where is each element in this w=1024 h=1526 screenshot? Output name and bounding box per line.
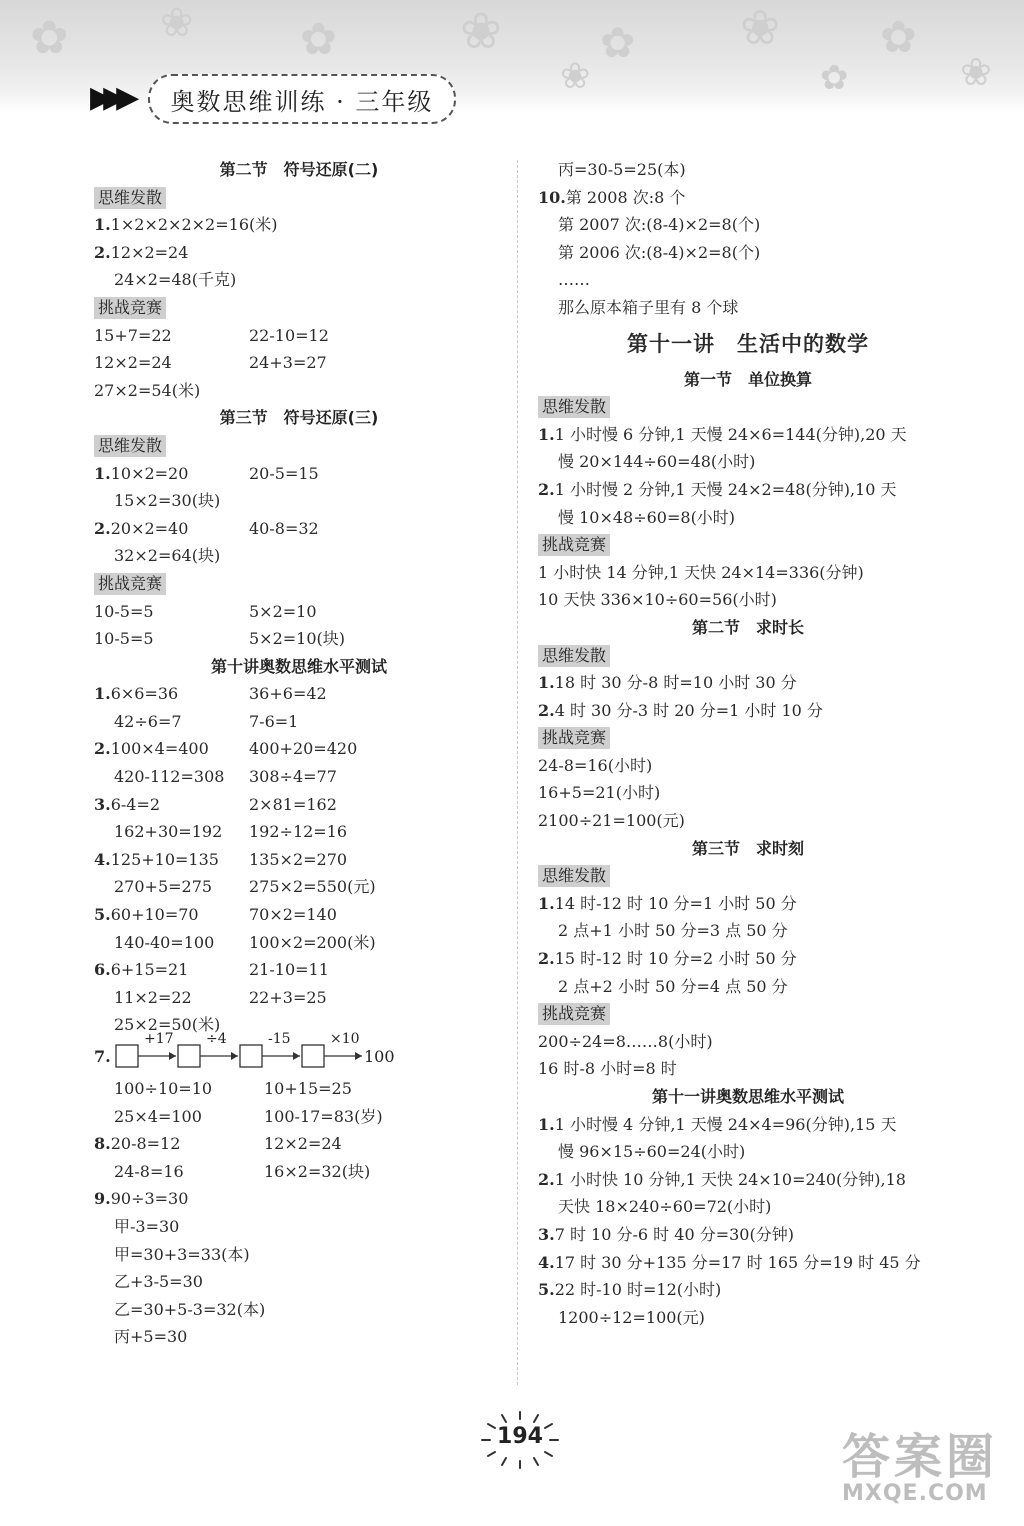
section-tag-row [94, 570, 504, 598]
answer-line [538, 184, 958, 212]
expression-2: 10+15=25 [264, 1079, 352, 1098]
item-number: 2. [538, 949, 555, 969]
expression: 18 时 30 分-8 时=10 小时 30 分 [554, 673, 797, 693]
item-number: 5. [94, 905, 111, 925]
section-tag: 挑战竞赛 [538, 1003, 610, 1025]
expression-2: 100-17=83(岁) [264, 1106, 383, 1126]
expression: 2100÷21=100(元) [538, 811, 685, 831]
answer-line [538, 1028, 958, 1056]
expression: 15×2=30(块) [114, 491, 221, 511]
item-number: 1. [94, 463, 111, 483]
answer-line [94, 708, 504, 736]
section-tag-row [94, 432, 504, 460]
section-heading: 第二节 求时长 [691, 617, 804, 637]
answer-line [94, 487, 504, 515]
expression-2: 308÷4=77 [249, 767, 337, 787]
answer-line [94, 211, 504, 239]
answer-line [538, 476, 958, 504]
expression: 100×4=400 [110, 739, 209, 759]
answer-line [538, 586, 958, 614]
section-tag-row [94, 184, 504, 212]
flower-pattern-icon: ✿ [30, 10, 69, 64]
header-title-text: 奥数思维训练 · 三年级 [170, 87, 434, 116]
section-tag-row [538, 531, 958, 559]
answer-line [538, 1249, 958, 1277]
column-divider [517, 160, 518, 1385]
section-tag-row [538, 642, 958, 670]
item-number: 2. [94, 739, 111, 759]
answer-line [94, 239, 504, 267]
expression: 32×2=64(块) [114, 546, 221, 566]
item-number: 8. [94, 1134, 111, 1154]
page-footer [480, 1410, 560, 1470]
expression: 16 时-8 小时=8 时 [538, 1059, 677, 1079]
flower-pattern-icon: ✿ [300, 14, 337, 65]
answer-line [538, 1111, 958, 1139]
answer-line [94, 349, 504, 377]
expression: 6-4=2 [110, 794, 161, 814]
answer-line [538, 211, 958, 239]
expression: 162+30=192 [114, 822, 223, 842]
answer-line [94, 625, 504, 653]
expression: 1×2×2×2×2=16(米) [110, 215, 278, 235]
expression: 慢 96×15÷60=24(小时) [558, 1142, 746, 1162]
left-column [94, 156, 504, 1351]
blank-box [178, 1045, 200, 1067]
item-number: 1. [94, 215, 111, 235]
expression: 1 小时慢 6 分钟,1 天慢 24×6=144(分钟),20 天 [554, 424, 907, 444]
item-number: 3. [538, 1224, 555, 1244]
answer-line [94, 791, 504, 819]
item-number: 1. [94, 684, 111, 704]
blank-box [240, 1045, 262, 1067]
expression: 60+10=70 [110, 905, 199, 925]
item-number: 9. [94, 1189, 111, 1209]
item-number: 4. [538, 1252, 555, 1272]
answer-line [538, 559, 958, 587]
expression: 12×2=24 [110, 242, 189, 262]
item-number: 5. [538, 1280, 555, 1300]
item-number: 1. [538, 673, 555, 693]
item-number: 1. [538, 424, 555, 444]
item-number: 2. [94, 242, 111, 262]
expression-2: 16×2=32(块) [264, 1161, 371, 1181]
expression: 200÷24=8……8(小时) [538, 1031, 713, 1051]
answer-line [538, 1138, 958, 1166]
expression: 1200÷12=100(元) [558, 1307, 705, 1327]
expression: 第 2007 次:(8-4)×2=8(个) [558, 215, 761, 235]
expression-2: 400+20=420 [249, 739, 358, 759]
section-tag-row [538, 1000, 958, 1028]
watermark-line1: 答案圈 [842, 1429, 999, 1485]
answer-line [538, 421, 958, 449]
expression: 丙=30-5=25(本) [558, 160, 686, 179]
expression: 丙+5=30 [114, 1327, 188, 1347]
section-heading: 第三节 符号还原(三) [219, 408, 379, 428]
expression: 10-5=5 [94, 629, 154, 649]
watermark-line2: MXQE.COM [842, 1481, 988, 1506]
answer-line [94, 846, 504, 874]
expression-2: 12×2=24 [264, 1134, 342, 1154]
blank-box [116, 1045, 138, 1067]
expression: 15+7=22 [94, 325, 172, 345]
item-number: 6. [94, 960, 111, 980]
chapter-heading: 第十一讲 生活中的数学 [627, 331, 869, 356]
expression: 100÷10=10 [114, 1079, 213, 1098]
expression: 25×4=100 [114, 1106, 202, 1126]
flow-operation: -15 [268, 1031, 291, 1047]
expression: 第 2008 次:8 个 [565, 187, 686, 207]
section-tag: 挑战竞赛 [538, 727, 610, 749]
expression: 420-112=308 [114, 767, 225, 787]
section-tag: 思维发散 [94, 187, 166, 209]
expression: 22 时-10 时=12(小时) [554, 1280, 722, 1300]
answer-line [538, 1276, 958, 1304]
flower-pattern-icon: ✿ [600, 18, 636, 67]
expression-2: 24+3=27 [249, 353, 327, 373]
expression: 12×2=24 [94, 353, 172, 373]
answer-line [538, 697, 958, 725]
section-heading: 第一节 单位换算 [683, 369, 812, 389]
expression-2: 2×81=162 [249, 794, 337, 814]
answer-line [94, 1296, 504, 1324]
expression-2: 100×2=200(米) [249, 932, 376, 952]
answer-line [94, 1158, 504, 1186]
answer-line [538, 156, 958, 184]
answer-line [538, 1304, 958, 1332]
flow-operation: ×10 [330, 1031, 360, 1047]
flower-pattern-icon: ❀ [960, 50, 992, 94]
expression: 1 小时快 14 分钟,1 天快 24×14=336(分钟) [538, 562, 864, 582]
flower-pattern-icon: ❀ [560, 56, 591, 97]
section-heading: 第二节 符号还原(二) [219, 160, 379, 179]
answer-line [94, 901, 504, 929]
answer-line [94, 515, 504, 543]
arrow-head-icon [231, 1052, 238, 1060]
section-tag-row [538, 862, 958, 890]
expression: 24-8=16(小时) [538, 755, 653, 775]
expression-2: 70×2=140 [249, 905, 337, 925]
expression-2: 36+6=42 [249, 684, 327, 704]
answer-line [538, 752, 958, 780]
item-number: 2. [94, 518, 111, 538]
expression: 25×2=50(米) [114, 1015, 221, 1035]
section-tag-row [538, 724, 958, 752]
expression: 42÷6=7 [114, 711, 182, 731]
expression-2: 275×2=550(元) [249, 877, 376, 897]
answer-line [538, 669, 958, 697]
section-tag: 挑战竞赛 [94, 297, 166, 319]
expression: 慢 20×144÷60=48(小时) [558, 452, 756, 472]
item-number: 4. [94, 849, 111, 869]
answer-line [94, 873, 504, 901]
expression-2: 7-6=1 [249, 711, 299, 731]
expression: 甲=30+3=33(本) [114, 1244, 250, 1264]
flower-pattern-icon: ❀ [460, 2, 502, 60]
expression: 6×6=36 [110, 684, 179, 704]
expression: 125+10=135 [110, 849, 219, 869]
answer-line [538, 890, 958, 918]
section-tag-row [538, 393, 958, 421]
answer-line [94, 818, 504, 846]
arrow-head-icon [293, 1052, 300, 1060]
answer-line [538, 266, 958, 294]
expression: 10-5=5 [94, 601, 154, 621]
expression: 27×2=54(米) [94, 380, 201, 400]
arrow-head-icon [169, 1052, 176, 1060]
answer-line [538, 1166, 958, 1194]
answer-line [94, 929, 504, 957]
expression: 天快 18×240÷60=72(小时) [558, 1197, 772, 1217]
expression: 乙+3-5=30 [114, 1272, 203, 1292]
expression-2: 22-10=12 [249, 325, 329, 345]
section-tag: 挑战竞赛 [538, 534, 610, 556]
item-number: 7. [94, 1047, 111, 1066]
expression: 慢 10×48÷60=8(小时) [558, 507, 736, 527]
section-tag-row [94, 294, 504, 322]
expression: 7 时 10 分-6 时 40 分=30(分钟) [554, 1224, 794, 1244]
expression: 第 2006 次:(8-4)×2=8(个) [558, 242, 761, 262]
item-number: 2. [538, 700, 555, 720]
section-heading: 第十一讲奥数思维水平测试 [651, 1087, 844, 1106]
section-tag: 思维发散 [538, 396, 610, 418]
expression: 11×2=22 [114, 987, 192, 1007]
flow-diagram-svg [112, 1031, 402, 1075]
expression-2: 22+3=25 [249, 987, 327, 1007]
watermark-logo [842, 1418, 998, 1506]
blank-box [302, 1045, 324, 1067]
expression-2: 5×2=10(块) [249, 629, 346, 649]
flower-pattern-icon: ✿ [820, 58, 849, 98]
answer-line [538, 1221, 958, 1249]
expression: …… [558, 270, 590, 290]
answer-line [538, 973, 958, 1001]
expression: 甲-3=30 [114, 1216, 180, 1236]
expression: 4 时 30 分-3 时 20 分=1 小时 10 分 [554, 700, 823, 720]
header-title [148, 74, 456, 124]
expression: 乙=30+5-3=32(本) [114, 1299, 266, 1319]
expression: 24-8=16 [114, 1161, 184, 1181]
expression: 2 点+2 小时 50 分=4 点 50 分 [558, 976, 788, 996]
flow-diagram [94, 1031, 504, 1075]
item-number: 3. [94, 794, 111, 814]
expression: 24×2=48(千克) [114, 270, 237, 290]
expression-2: 135×2=270 [249, 849, 348, 869]
expression: 15 时-12 时 10 分=2 小时 50 分 [554, 949, 797, 969]
answer-line [538, 1055, 958, 1083]
expression-2: 20-5=15 [249, 463, 319, 483]
expression: 14 时-12 时 10 分=1 小时 50 分 [554, 893, 797, 913]
answer-line [94, 680, 504, 708]
expression: 270+5=275 [114, 877, 213, 897]
answer-line [94, 377, 504, 405]
answer-line [538, 448, 958, 476]
expression: 10 天快 336×10÷60=56(小时) [538, 590, 777, 610]
section-tag: 思维发散 [538, 645, 610, 667]
expression: 20-8=12 [110, 1134, 181, 1154]
expression: 2 点+1 小时 50 分=3 点 50 分 [558, 921, 788, 941]
flower-pattern-icon: ❀ [160, 0, 194, 46]
expression-2: 21-10=11 [249, 960, 329, 980]
flower-pattern-icon: ❀ [740, 0, 781, 56]
flower-pattern-icon: ✿ [880, 12, 917, 63]
answer-line [538, 294, 958, 322]
section-heading: 第三节 求时刻 [691, 838, 804, 858]
item-number: 1. [538, 1114, 555, 1134]
expression: 6+15=21 [110, 960, 189, 980]
answer-line [94, 735, 504, 763]
expression: 1 小时快 10 分钟,1 天快 24×10=240(分钟),18 [554, 1169, 906, 1189]
expression-2: 192÷12=16 [249, 822, 348, 842]
answer-line [538, 504, 958, 532]
flow-operation: ÷4 [206, 1031, 227, 1047]
answer-line [94, 956, 504, 984]
answer-line [94, 763, 504, 791]
answer-line [94, 1130, 504, 1158]
answer-line [538, 807, 958, 835]
flow-result: 100 [364, 1047, 395, 1066]
expression: 10×2=20 [110, 463, 189, 483]
answer-line [538, 779, 958, 807]
answer-line [94, 984, 504, 1012]
answer-line [94, 460, 504, 488]
answer-line [94, 1241, 504, 1269]
section-tag: 挑战竞赛 [94, 573, 166, 595]
expression: 1 小时慢 2 分钟,1 天慢 24×2=48(分钟),10 天 [554, 479, 897, 499]
section-heading: 第十讲奥数思维水平测试 [210, 656, 387, 676]
answer-line [538, 945, 958, 973]
expression: 16+5=21(小时) [538, 783, 661, 803]
answer-line [94, 322, 504, 350]
answer-line [94, 1323, 504, 1351]
answer-line [94, 598, 504, 626]
flow-operation: +17 [144, 1031, 174, 1047]
answer-line [94, 1268, 504, 1296]
item-number: 10. [538, 187, 566, 207]
triple-arrow-icon: ▶▶▶ [90, 80, 130, 115]
right-column [538, 156, 958, 1331]
item-number: 2. [538, 479, 555, 499]
section-tag: 思维发散 [538, 865, 610, 887]
answer-line [538, 917, 958, 945]
answer-line [94, 1213, 504, 1241]
item-number: 1. [538, 893, 555, 913]
expression: 那么原本箱子里有 8 个球 [558, 297, 739, 317]
answer-line [94, 1075, 504, 1103]
expression: 1 小时慢 4 分钟,1 天慢 24×4=96(分钟),15 天 [554, 1114, 897, 1134]
answer-line [94, 1185, 504, 1213]
expression: 90÷3=30 [110, 1189, 189, 1209]
item-number: 2. [538, 1169, 555, 1189]
expression: 20×2=40 [110, 518, 189, 538]
expression-2: 40-8=32 [249, 518, 319, 538]
answer-line [94, 1103, 504, 1131]
answer-line [538, 239, 958, 267]
expression-2: 5×2=10 [249, 601, 317, 621]
page-number: 194 [497, 1424, 543, 1449]
expression: 17 时 30 分+135 分=17 时 165 分=19 时 45 分 [554, 1252, 921, 1272]
answer-line [94, 542, 504, 570]
expression: 140-40=100 [114, 932, 215, 952]
arrow-head-icon [355, 1052, 362, 1060]
section-tag: 思维发散 [94, 435, 166, 457]
answer-line [538, 1193, 958, 1221]
answer-line [94, 266, 504, 294]
